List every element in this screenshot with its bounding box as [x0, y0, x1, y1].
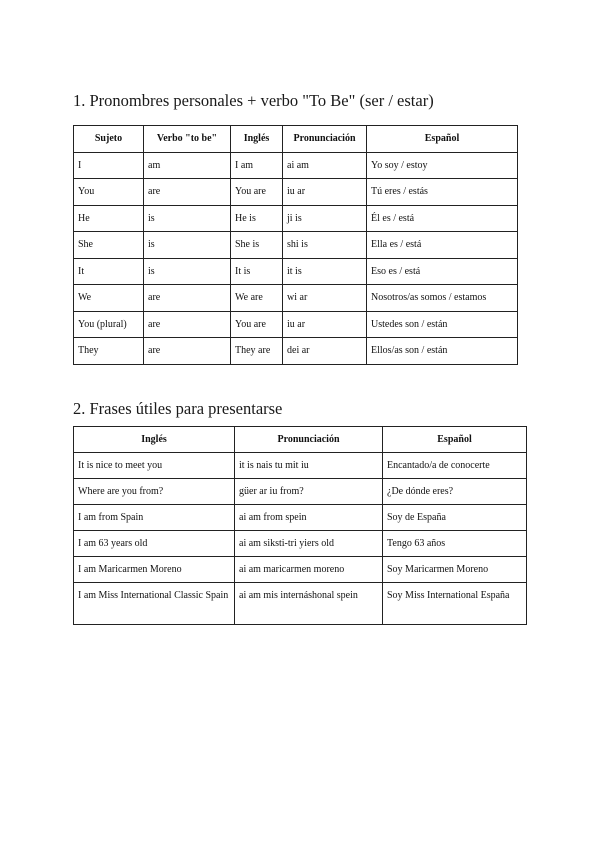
cell-pronunciation: ji is: [283, 205, 367, 232]
cell-spanish: Tú eres / estás: [367, 179, 518, 206]
section-2-title: 2. Frases útiles para presentarse: [73, 399, 283, 418]
table-row: [74, 285, 518, 312]
cell-subject: It: [74, 258, 144, 285]
cell-pronunciation: ai am mis internáshonal spein: [235, 583, 383, 625]
cell-spanish: Ustedes son / están: [367, 311, 518, 338]
header-english: Inglés: [74, 427, 235, 453]
cell-english: I am from Spain: [74, 505, 235, 531]
table-header-row: [74, 126, 518, 153]
phrases-table: [73, 426, 527, 625]
cell-pronunciation: ai am siksti-tri yiers old: [235, 531, 383, 557]
cell-spanish: ¿De dónde eres?: [383, 479, 527, 505]
table-row: [74, 583, 527, 625]
table-row: [74, 479, 527, 505]
cell-pronunciation: dei ar: [283, 338, 367, 365]
cell-spanish: Eso es / está: [367, 258, 518, 285]
cell-pronunciation: ai am maricarmen moreno: [235, 557, 383, 583]
pronouns-table: [73, 125, 518, 365]
cell-verb: are: [144, 285, 231, 312]
header-pronunciation: Pronunciación: [235, 427, 383, 453]
cell-english: I am Miss International Classic Spain: [74, 583, 235, 625]
cell-spanish: Ella es / está: [367, 232, 518, 259]
cell-spanish: Soy Maricarmen Moreno: [383, 557, 527, 583]
cell-english: They are: [231, 338, 283, 365]
cell-verb: are: [144, 311, 231, 338]
cell-spanish: Encantado/a de conocerte: [383, 453, 527, 479]
header-english: Inglés: [231, 126, 283, 153]
cell-verb: is: [144, 232, 231, 259]
cell-spanish: Soy de España: [383, 505, 527, 531]
cell-english: He is: [231, 205, 283, 232]
cell-subject: You (plural): [74, 311, 144, 338]
header-verb: Verbo "to be": [144, 126, 231, 153]
cell-verb: are: [144, 179, 231, 206]
cell-spanish: Soy Miss International España: [383, 583, 527, 625]
cell-subject: You: [74, 179, 144, 206]
cell-pronunciation: wi ar: [283, 285, 367, 312]
cell-subject: I: [74, 152, 144, 179]
cell-english: I am Maricarmen Moreno: [74, 557, 235, 583]
header-subject: Sujeto: [74, 126, 144, 153]
table-header-row: [74, 427, 527, 453]
table-row: [74, 205, 518, 232]
section-1-title: 1. Pronombres personales + verbo "To Be" (ser / estar): [73, 91, 434, 110]
cell-subject: We: [74, 285, 144, 312]
table-row: [74, 152, 518, 179]
cell-spanish: Ellos/as son / están: [367, 338, 518, 365]
cell-english: It is nice to meet you: [74, 453, 235, 479]
cell-pronunciation: ai am: [283, 152, 367, 179]
cell-verb: are: [144, 338, 231, 365]
cell-english: You are: [231, 311, 283, 338]
cell-subject: He: [74, 205, 144, 232]
cell-subject: She: [74, 232, 144, 259]
table-row: [74, 338, 518, 365]
cell-spanish: Tengo 63 años: [383, 531, 527, 557]
table-row: [74, 505, 527, 531]
header-pronunciation: Pronunciación: [283, 126, 367, 153]
table-row: [74, 311, 518, 338]
cell-english: You are: [231, 179, 283, 206]
cell-spanish: Nosotros/as somos / estamos: [367, 285, 518, 312]
cell-english: We are: [231, 285, 283, 312]
cell-pronunciation: güer ar iu from?: [235, 479, 383, 505]
header-spanish: Español: [383, 427, 527, 453]
cell-pronunciation: shi is: [283, 232, 367, 259]
cell-pronunciation: iu ar: [283, 179, 367, 206]
cell-pronunciation: it is nais tu mit iu: [235, 453, 383, 479]
cell-english: I am 63 years old: [74, 531, 235, 557]
table-row: [74, 179, 518, 206]
cell-verb: is: [144, 205, 231, 232]
cell-pronunciation: it is: [283, 258, 367, 285]
cell-pronunciation: ai am from spein: [235, 505, 383, 531]
table-row: [74, 531, 527, 557]
table-row: [74, 258, 518, 285]
table-row: [74, 232, 518, 259]
cell-verb: is: [144, 258, 231, 285]
cell-verb: am: [144, 152, 231, 179]
cell-english: She is: [231, 232, 283, 259]
cell-pronunciation: iu ar: [283, 311, 367, 338]
table-row: [74, 557, 527, 583]
cell-spanish: Yo soy / estoy: [367, 152, 518, 179]
cell-english: It is: [231, 258, 283, 285]
cell-english: Where are you from?: [74, 479, 235, 505]
cell-subject: They: [74, 338, 144, 365]
cell-english: I am: [231, 152, 283, 179]
cell-spanish: Él es / está: [367, 205, 518, 232]
table-row: [74, 453, 527, 479]
header-spanish: Español: [367, 126, 518, 153]
